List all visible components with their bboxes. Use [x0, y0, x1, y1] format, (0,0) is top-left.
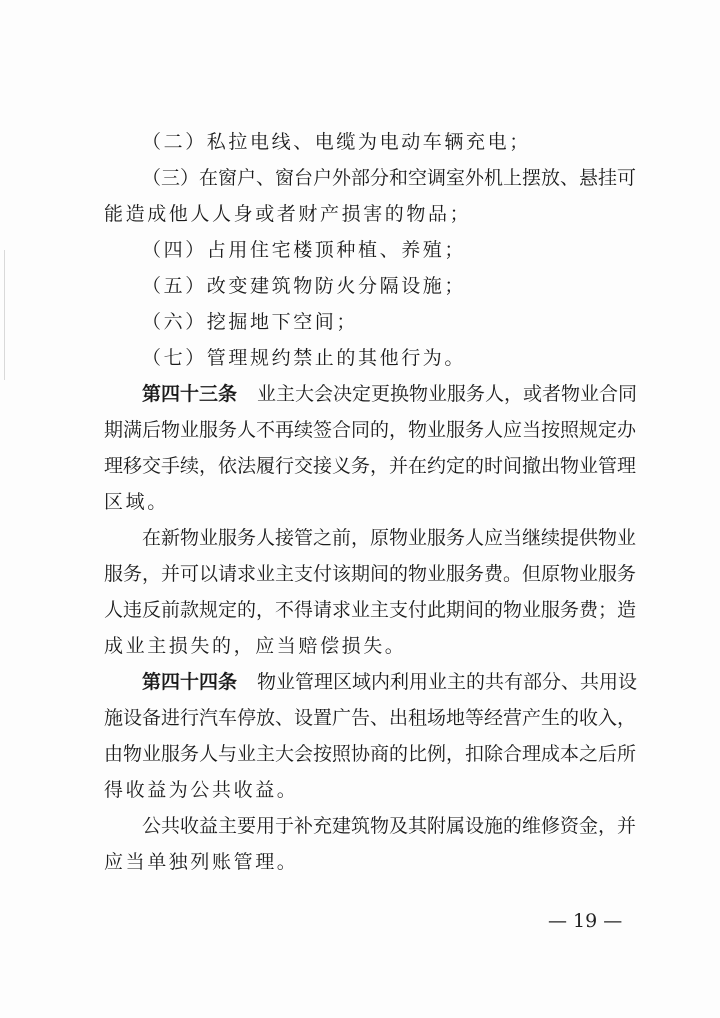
list-item-6: （六）挖掘地下空间； — [142, 311, 359, 333]
article-43-para-2-line-2: 服务，并可以请求业主支付该期间的物业服务费。但原物业服务 — [104, 563, 637, 585]
page-number: — 19 — — [548, 910, 623, 932]
article-43-first-line — [142, 380, 638, 408]
list-item-4: （四）占用住宅楼顶种植、养殖； — [142, 239, 467, 261]
list-item-3-line-2: 能造成他人人身或者财产损害的物品； — [104, 203, 472, 225]
list-item-7: （七）管理规约禁止的其他行为。 — [142, 347, 467, 369]
scan-edge-line — [4, 250, 5, 380]
article-43-line-2: 期满后物业服务人不再续签合同的，物业服务人应当按照规定办 — [104, 419, 637, 441]
article-43-para-2-line-3: 人违反前款规定的，不得请求业主支付此期间的物业服务费；造 — [104, 599, 637, 621]
article-43-para-2-line-1: 在新物业服务人接管之前，原物业服务人应当继续提供物业 — [142, 527, 637, 549]
article-44-first-line — [142, 668, 638, 696]
article-44-line-4: 得收益为公共收益。 — [104, 779, 299, 801]
article-43-line-4: 区域。 — [104, 491, 169, 513]
article-44-line-2: 施设备进行汽车停放、设置广告、出租场地等经营产生的收入， — [104, 707, 637, 729]
article-44-para-2-line-1: 公共收益主要用于补充建筑物及其附属设施的维修资金，并 — [142, 815, 637, 837]
article-44-heading: 第四十四条 — [142, 671, 238, 693]
article-43-para-2-line-4: 成业主损失的，应当赔偿损失。 — [104, 635, 407, 657]
article-43-heading: 第四十三条 — [142, 383, 238, 405]
list-item-5: （五）改变建筑物防火分隔设施； — [142, 275, 467, 297]
list-item-2: （二）私拉电线、电缆为电动车辆充电； — [142, 131, 531, 153]
article-44-para-2-line-2: 应当单独列账管理。 — [104, 851, 299, 873]
article-44-text-1: 物业管理区域内利用业主的共有部分、共用设 — [257, 671, 638, 693]
list-item-3-line-1: （三）在窗户、窗台户外部分和空调室外机上摆放、悬挂可 — [142, 167, 637, 189]
article-43-line-3: 理移交手续，依法履行交接义务，并在约定的时间撤出物业管理 — [104, 455, 637, 477]
article-44-line-3: 由物业服务人与业主大会按照协商的比例，扣除合理成本之后所 — [104, 743, 637, 765]
article-43-text-1: 业主大会决定更换物业服务人，或者物业合同 — [257, 383, 638, 405]
